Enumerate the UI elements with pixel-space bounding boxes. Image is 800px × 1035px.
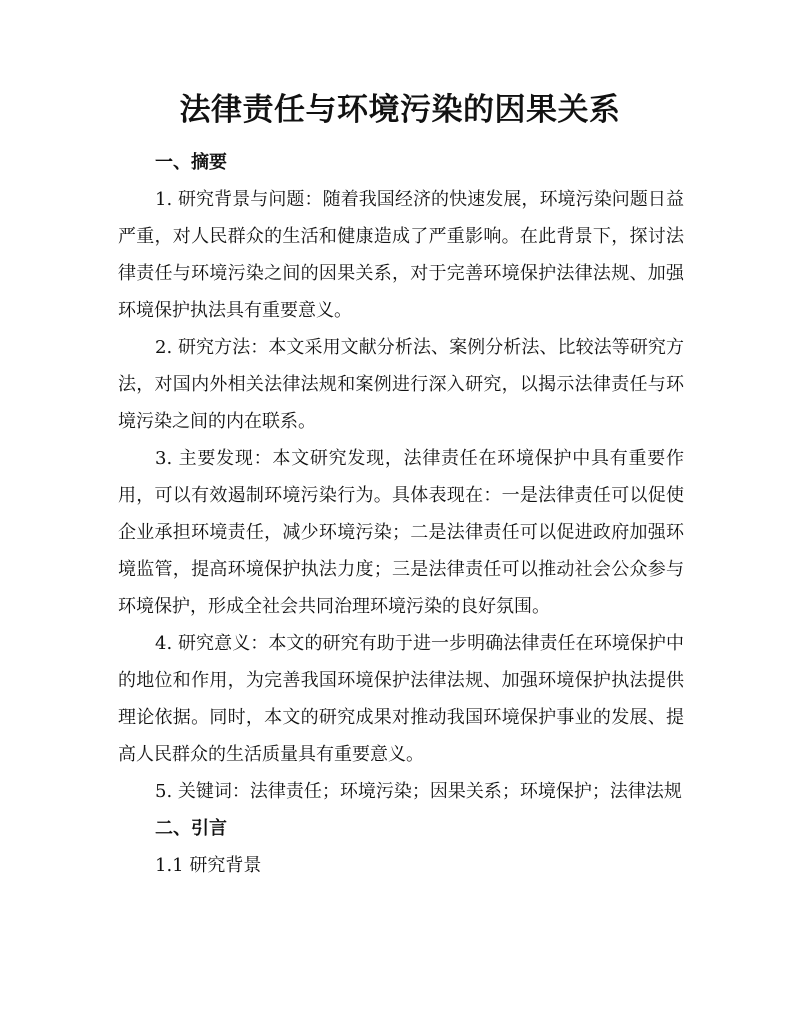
- abstract-paragraph-keywords: 5. 关键词：法律责任；环境污染；因果关系；环境保护；法律法规: [155, 781, 682, 802]
- section-heading-introduction: 二、引言: [155, 818, 227, 839]
- abstract-paragraph-method: 2. 研究方法：本文采用文献分析法、案例分析法、比较法等研究方法，对国内外相关法律法规和案例进行深入研究，以揭示法律责任与环境污染之间的内在联系。: [118, 337, 684, 432]
- document-title: 法律责任与环境污染的因果关系: [179, 92, 621, 128]
- subsection-heading-research-background: 1.1 研究背景: [155, 855, 262, 876]
- abstract-paragraph-background: 1. 研究背景与问题：随着我国经济的快速发展，环境污染问题日益严重，对人民群众的生活和健康造成了严重影响。在此背景下，探讨法律责任与环境污染之间的因果关系，对于完善环境保护法律法规、加强环境保护执法具有重要意义。: [118, 189, 684, 321]
- abstract-paragraph-significance: 4. 研究意义：本文的研究有助于进一步明确法律责任在环境保护中的地位和作用，为完善我国环境保护法律法规、加强环境保护执法提供理论依据。同时，本文的研究成果对推动我国环境保护事业的发展、提高人民群众的生活质量具有重要意义。: [118, 633, 684, 765]
- section-heading-abstract: 一、摘要: [155, 152, 227, 173]
- document-body: [118, 144, 684, 884]
- abstract-paragraph-findings: 3. 主要发现：本文研究发现，法律责任在环境保护中具有重要作用，可以有效遏制环境污染行为。具体表现在：一是法律责任可以促使企业承担环境责任，减少环境污染；二是法律责任可以促进政府加强环境监管，提高环境保护执法力度；三是法律责任可以推动社会公众参与环境保护，形成全社会共同治理环境污染的良好氛围。: [118, 448, 684, 617]
